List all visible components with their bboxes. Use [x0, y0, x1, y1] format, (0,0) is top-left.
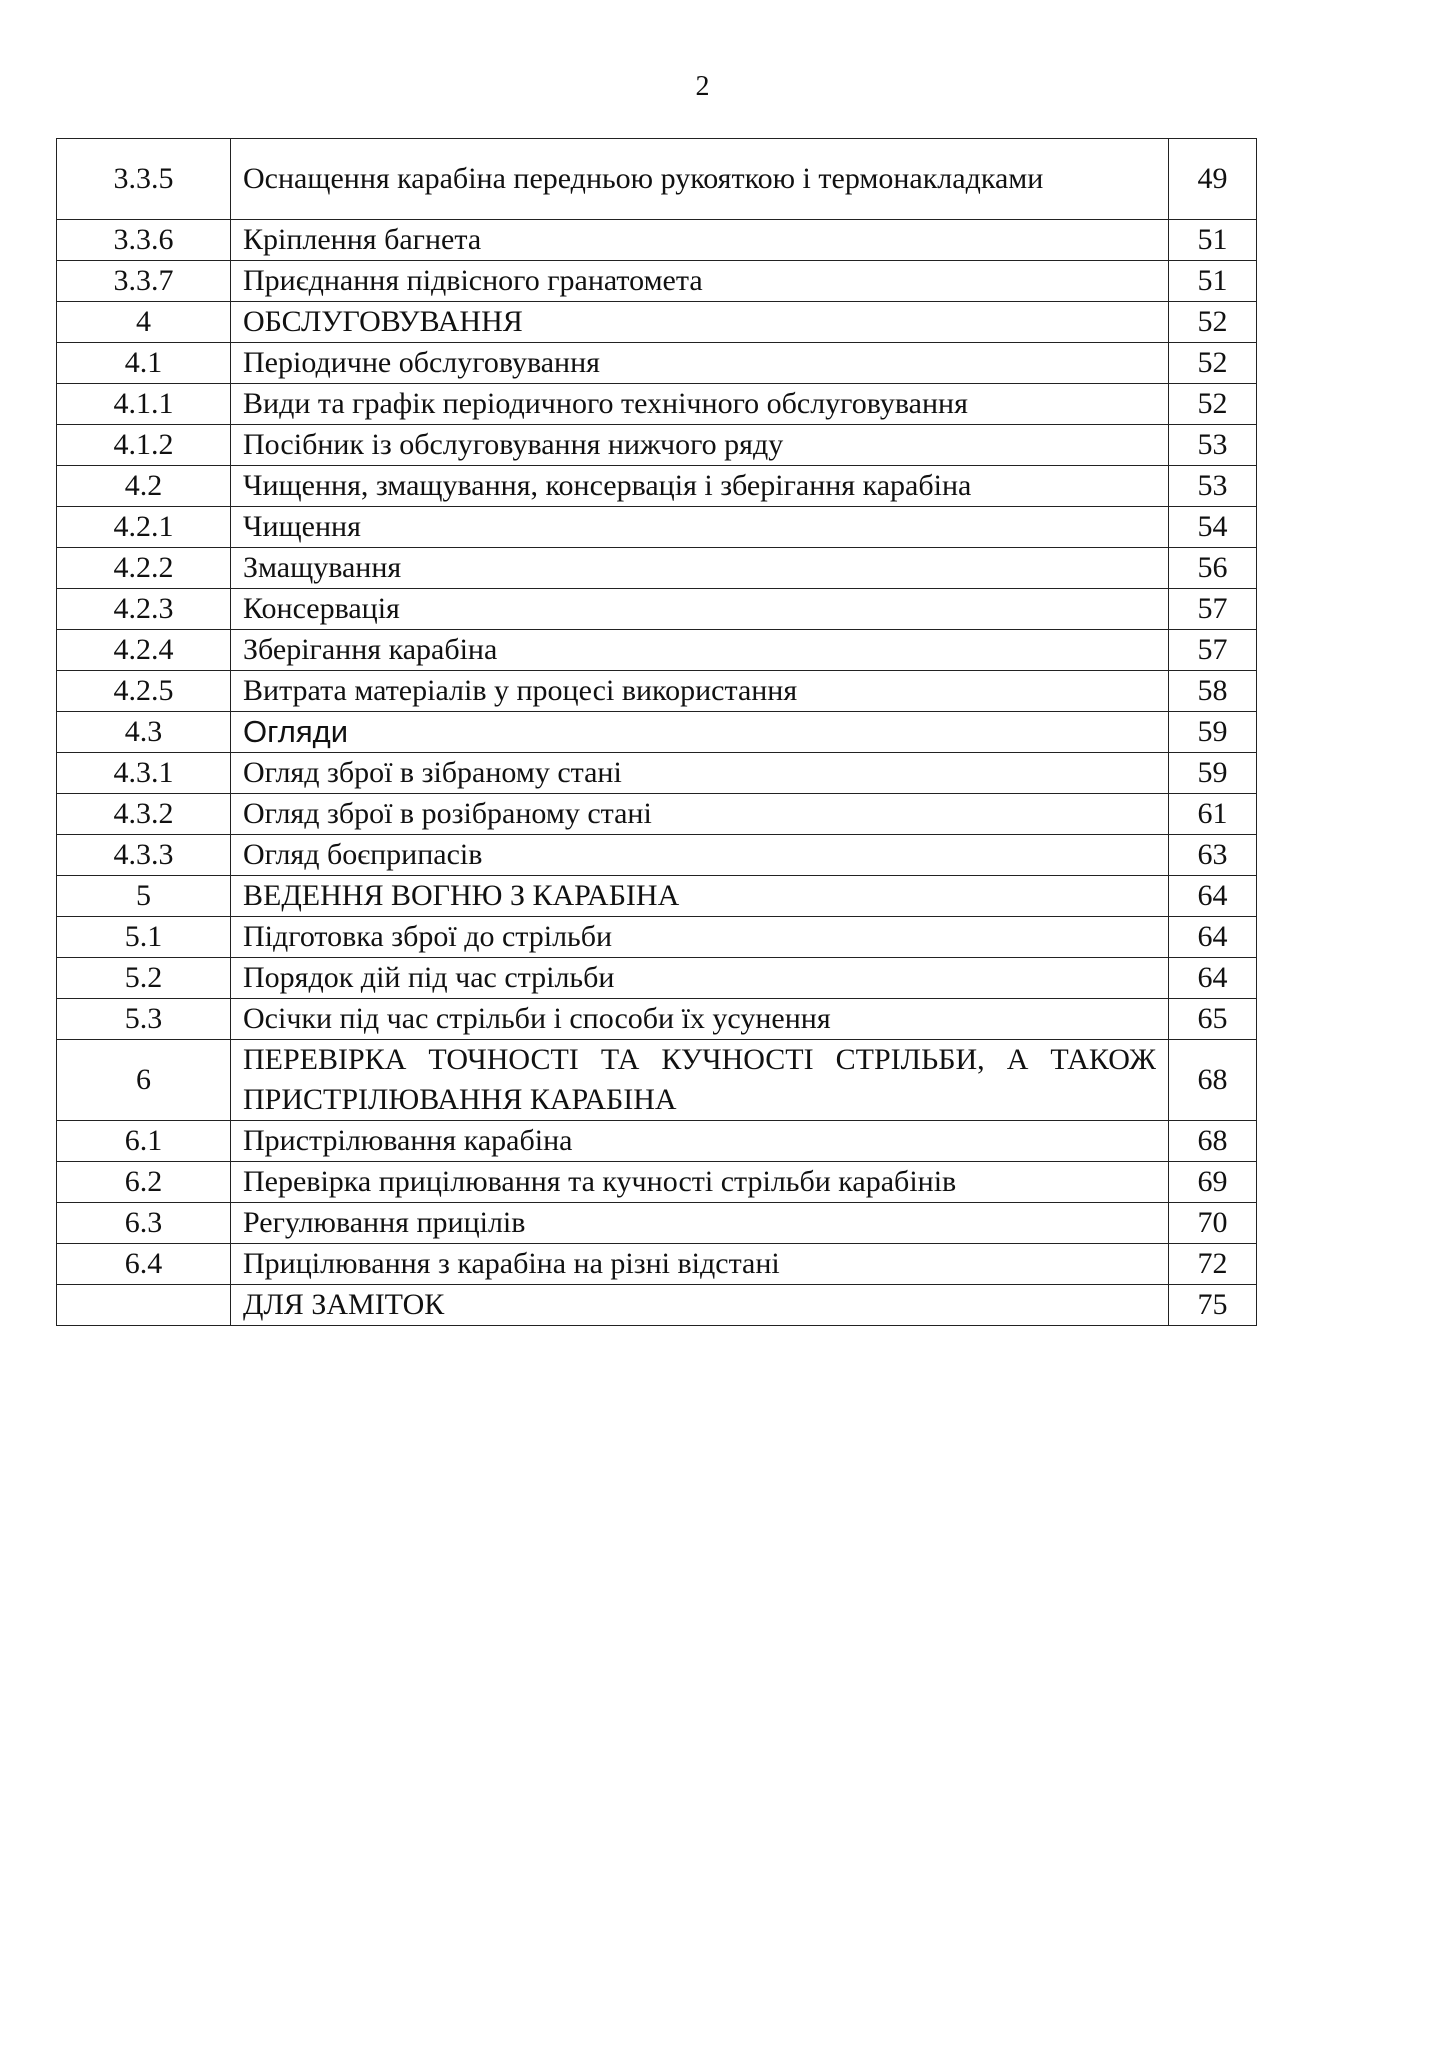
- toc-page-number: 58: [1169, 671, 1257, 712]
- toc-row: [57, 384, 1257, 425]
- toc-section-number: 4.1.2: [57, 425, 231, 466]
- toc-section-number: 4.2.5: [57, 671, 231, 712]
- toc-section-title: Огляд боєприпасів: [231, 835, 1169, 876]
- toc-section-title: Види та графік періодичного технічного обслуговування: [231, 384, 1169, 425]
- toc-row: [57, 753, 1257, 794]
- toc-row: [57, 876, 1257, 917]
- toc-section-number: 6.1: [57, 1121, 231, 1162]
- toc-section-title: Порядок дій під час стрільби: [231, 958, 1169, 999]
- toc-page-number: 53: [1169, 425, 1257, 466]
- toc-page-number: 59: [1169, 712, 1257, 753]
- toc-page-number: 56: [1169, 548, 1257, 589]
- toc-row: [57, 999, 1257, 1040]
- toc-page-number: 65: [1169, 999, 1257, 1040]
- toc-section-number: [57, 1285, 231, 1326]
- toc-section-number: 4.2.4: [57, 630, 231, 671]
- toc-section-title: Чищення, змащування, консервація і зберігання карабіна: [231, 466, 1169, 507]
- toc-section-number: 4.3.2: [57, 794, 231, 835]
- page-number: 2: [695, 71, 710, 102]
- toc-row: [57, 1162, 1257, 1203]
- toc-row: [57, 1040, 1257, 1121]
- toc-page-number: 68: [1169, 1121, 1257, 1162]
- toc-page-number: 57: [1169, 589, 1257, 630]
- toc-row: [57, 1121, 1257, 1162]
- toc-row: [57, 712, 1257, 753]
- toc-page-number: 64: [1169, 876, 1257, 917]
- toc-section-number: 4.2.1: [57, 507, 231, 548]
- toc-section-number: 5: [57, 876, 231, 917]
- toc-page-number: 57: [1169, 630, 1257, 671]
- toc-row: [57, 139, 1257, 220]
- toc-row: [57, 425, 1257, 466]
- toc-section-title: Зберігання карабіна: [231, 630, 1169, 671]
- toc-section-title: ВЕДЕННЯ ВОГНЮ З КАРАБІНА: [231, 876, 1169, 917]
- toc-page-number: 49: [1169, 139, 1257, 220]
- toc-section-title: Прицілювання з карабіна на різні відстані: [231, 1244, 1169, 1285]
- toc-page-number: 59: [1169, 753, 1257, 794]
- toc-page-number: 54: [1169, 507, 1257, 548]
- toc-row: [57, 589, 1257, 630]
- toc-section-number: 6.2: [57, 1162, 231, 1203]
- toc-page-number: 52: [1169, 302, 1257, 343]
- toc-page-number: 64: [1169, 917, 1257, 958]
- toc-row: [57, 794, 1257, 835]
- toc-row: [57, 1203, 1257, 1244]
- toc-row: [57, 1285, 1257, 1326]
- toc-row: [57, 835, 1257, 876]
- toc-page-number: 75: [1169, 1285, 1257, 1326]
- toc-section-number: 5.1: [57, 917, 231, 958]
- toc-section-number: 4.3.1: [57, 753, 231, 794]
- toc-row: [57, 261, 1257, 302]
- toc-section-title: Огляди: [231, 712, 1169, 753]
- toc-section-title: Огляд зброї в зібраному стані: [231, 753, 1169, 794]
- toc-section-number: 6.4: [57, 1244, 231, 1285]
- toc-section-number: 3.3.5: [57, 139, 231, 220]
- toc-page-number: 52: [1169, 384, 1257, 425]
- toc-section-number: 3.3.7: [57, 261, 231, 302]
- toc-section-number: 4.2.2: [57, 548, 231, 589]
- toc-section-title: Консервація: [231, 589, 1169, 630]
- toc-section-number: 4.3.3: [57, 835, 231, 876]
- toc-section-number: 4: [57, 302, 231, 343]
- toc-section-title: Підготовка зброї до стрільби: [231, 917, 1169, 958]
- toc-section-title: Оснащення карабіна передньою рукояткою і термонакладками: [231, 139, 1169, 220]
- toc-page-number: 53: [1169, 466, 1257, 507]
- toc-section-number: 5.3: [57, 999, 231, 1040]
- toc-section-number: 6.3: [57, 1203, 231, 1244]
- toc-row: [57, 466, 1257, 507]
- toc-row: [57, 548, 1257, 589]
- toc-section-title: ДЛЯ ЗАМІТОК: [231, 1285, 1169, 1326]
- toc-row: [57, 958, 1257, 999]
- toc-page-number: 64: [1169, 958, 1257, 999]
- toc-page-number: 69: [1169, 1162, 1257, 1203]
- toc-section-title: Кріплення багнета: [231, 220, 1169, 261]
- table-of-contents: [56, 138, 1257, 1326]
- toc-row: [57, 671, 1257, 712]
- toc-section-title: Чищення: [231, 507, 1169, 548]
- toc-section-title: ОБСЛУГОВУВАННЯ: [231, 302, 1169, 343]
- toc-page-number: 61: [1169, 794, 1257, 835]
- toc-page-number: 51: [1169, 261, 1257, 302]
- toc-section-number: 4.2.3: [57, 589, 231, 630]
- toc-page-number: 70: [1169, 1203, 1257, 1244]
- toc-section-number: 5.2: [57, 958, 231, 999]
- toc-page-number: 63: [1169, 835, 1257, 876]
- toc-section-title: Посібник із обслуговування нижчого ряду: [231, 425, 1169, 466]
- toc-section-number: 4.1: [57, 343, 231, 384]
- toc-row: [57, 1244, 1257, 1285]
- toc-section-number: 3.3.6: [57, 220, 231, 261]
- toc-section-title: Витрата матеріалів у процесі використання: [231, 671, 1169, 712]
- toc-section-title: Осічки під час стрільби і способи їх усунення: [231, 999, 1169, 1040]
- toc-section-title: Пристрілювання карабіна: [231, 1121, 1169, 1162]
- toc-section-title: Змащування: [231, 548, 1169, 589]
- toc-page-number: 68: [1169, 1040, 1257, 1121]
- toc-section-title: Огляд зброї в розібраному стані: [231, 794, 1169, 835]
- toc-section-title: Регулювання прицілів: [231, 1203, 1169, 1244]
- toc-body: [57, 139, 1257, 1326]
- toc-page-number: 72: [1169, 1244, 1257, 1285]
- toc-section-title: ПЕРЕВІРКА ТОЧНОСТІ ТА КУЧНОСТІ СТРІЛЬБИ, А ТАКОЖ ПРИСТРІЛЮВАННЯ КАРАБІНА: [231, 1040, 1169, 1121]
- toc-row: [57, 220, 1257, 261]
- toc-page-number: 51: [1169, 220, 1257, 261]
- toc-section-title: Перевірка прицілювання та кучності стрільби карабінів: [231, 1162, 1169, 1203]
- toc-section-number: 4.3: [57, 712, 231, 753]
- toc-page-number: 52: [1169, 343, 1257, 384]
- toc-row: [57, 302, 1257, 343]
- toc-section-number: 4.2: [57, 466, 231, 507]
- toc-section-number: 6: [57, 1040, 231, 1121]
- toc-section-title: Періодичне обслуговування: [231, 343, 1169, 384]
- toc-row: [57, 630, 1257, 671]
- toc-section-number: 4.1.1: [57, 384, 231, 425]
- toc-row: [57, 507, 1257, 548]
- toc-section-title: Приєднання підвісного гранатомета: [231, 261, 1169, 302]
- toc-row: [57, 917, 1257, 958]
- toc-row: [57, 343, 1257, 384]
